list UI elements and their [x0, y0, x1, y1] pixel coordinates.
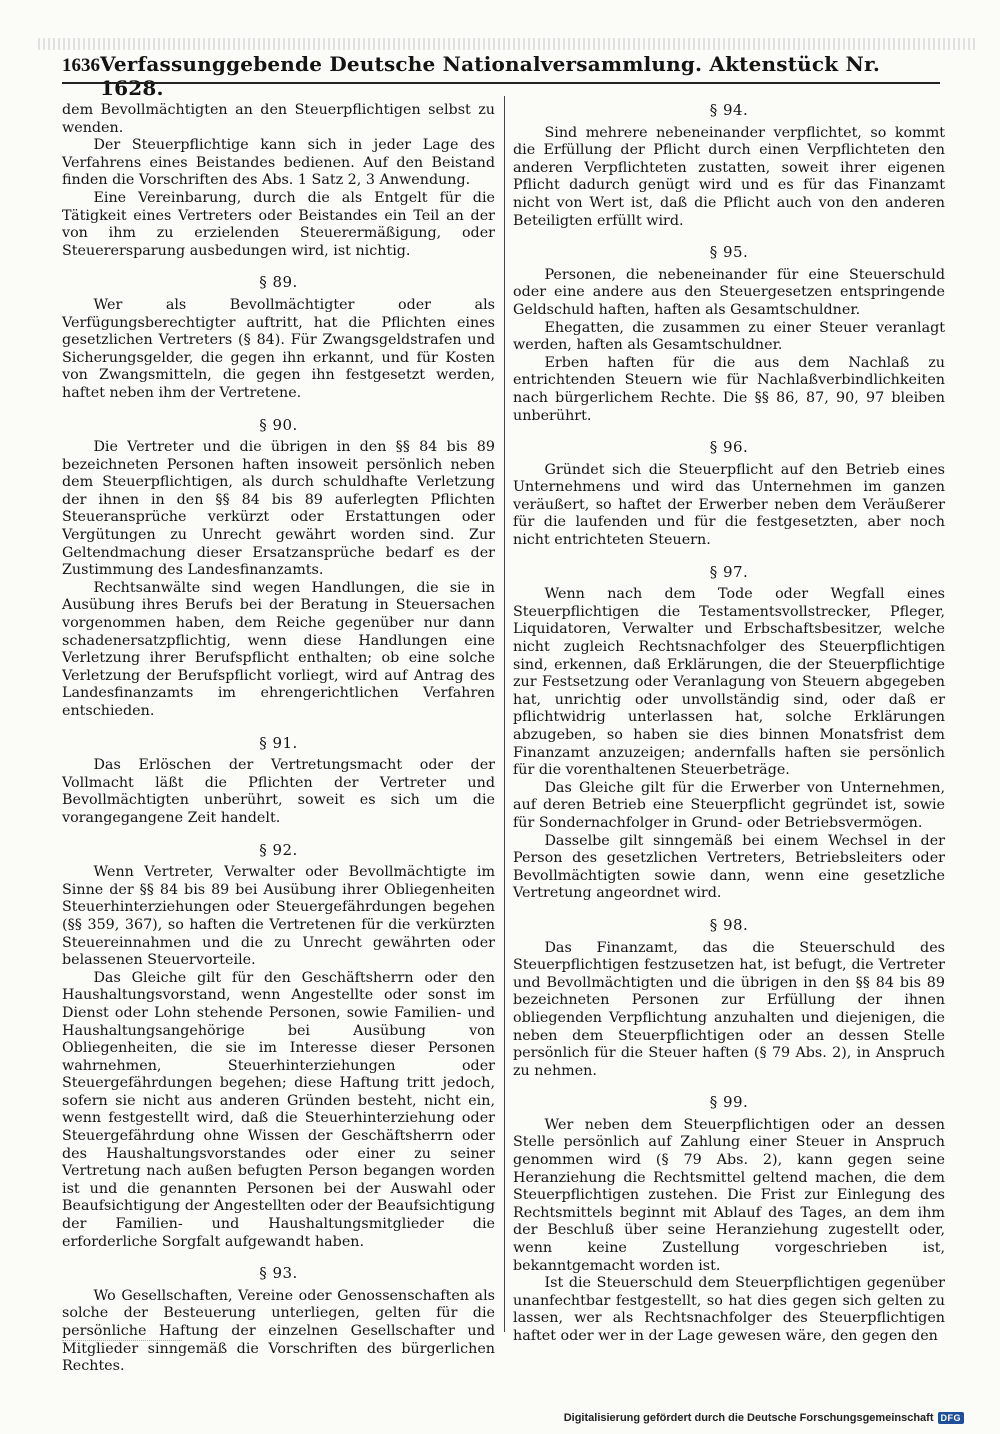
- paragraph: Wenn Vertreter, Verwalter oder Bevollmächtigte im Sinne der §§ 84 bis 89 bei Ausübung ihrer Obliegenheiten Steuerhinterziehungen oder Steuergefährdungen begehen (§§ 359, 367), so haften die Vertretenen für die verkürzten Steuereinnahmen und die zu Unrecht gewährten oder belassenen Steuervorteile.: [62, 864, 495, 969]
- paragraph: Das Erlöschen der Vertretungsmacht oder der Vollmacht läßt die Pflichten der Vertreter und Bevollmächtigten unberührt, soweit es sich um die vorangegangene Zeit handelt.: [62, 757, 495, 826]
- section-heading: § 91.: [259, 733, 298, 752]
- page-footer: [564, 1412, 964, 1424]
- section-heading: § 93.: [259, 1264, 298, 1283]
- footer-rule: [62, 1340, 182, 1341]
- paragraph: dem Bevollmächtigten an den Steuerpflichtigen selbst zu wenden.: [62, 102, 495, 136]
- page-header: [62, 52, 940, 100]
- section-heading: § 96.: [709, 438, 749, 457]
- paragraph: Personen, die nebeneinander für eine Steuerschuld oder eine andere aus den Steuergesetzen entspringende Geldschuld haften, haften als Gesamtschuldner.: [513, 266, 945, 318]
- paragraph: Wo Gesellschaften, Vereine oder Genossenschaften als solche der Besteuerung unterliegen, gelten für die persönliche Haftung der einzelnen Gesellschafter und Mitglieder sinngemäß die Vorschriften des bürgerlichen Rechtes.: [62, 1287, 495, 1375]
- paragraph: Rechtsanwälte sind wegen Handlungen, die sie in Ausübung ihres Berufs bei der Beratung in Steuersachen vorgenommen haben, dem Reiche gegenüber nur dann schadenersatzpflichtig, wenn diese Handlungen eine Verletzung ihrer Berufspflicht enthalten; ob eine solche Verletzung der Berufspflicht vorliegt, wird auf Antrag des Landesfinanzamts im ehrengerichtlichen Verfahren entschieden.: [62, 579, 495, 719]
- section-heading: § 95.: [709, 243, 749, 262]
- page-number: 1636: [62, 55, 100, 76]
- paragraph: Wer neben dem Steuerpflichtigen oder an dessen Stelle persönlich auf Zahlung einer Steuer in Anspruch genommen wird (§ 79 Abs. 2), kann gegen seine Heranziehung die Rechtsmittel geltend machen, die dem Steuerpflichtigen zustehen. Die Frist zur Einlegung des Rechtsmittels beginnt mit Ablauf des Tages, an dem ihm der Beschluß über seine Heranziehung zugestellt oder, wenn keine Zustellung vorgeschrieben ist, bekanntgemacht worden ist.: [513, 1116, 945, 1274]
- paragraph: Gründet sich die Steuerpflicht auf den Betrieb eines Unternehmens und wird das Unternehmen im ganzen veräußert, so haftet der Erwerber neben dem Veräußerer für die laufenden und für die festgesetzten, aber noch nicht entrichteten Steuern.: [513, 461, 945, 549]
- column-divider: [504, 96, 505, 1332]
- section-heading: § 94.: [709, 101, 749, 119]
- right-column: [513, 102, 945, 1392]
- section-heading: § 90.: [259, 415, 298, 434]
- paragraph: Das Gleiche gilt für den Geschäftsherrn oder den Haushaltungsvorstand, wenn Angestellte oder sonst im Dienst oder Lohn stehende Personen, sowie Familien- und Haushaltungsangehörige bei Ausübung von Obliegenheiten, die sie im Interesse dieser Personen wahrnehmen, Steuerhinterziehungen oder Steuergefährdungen begehen; diese Haftung tritt jedoch, sofern sie nicht aus anderen Gründen besteht, nicht ein, wenn festgestellt wird, daß die Steuerhinterziehung oder Steuergefährdung ohne Wissen der Geschäftsherrn oder des Haushaltungsvorstandes oder einer zu seiner Vertretung nach außen befugten Person begangen worden ist und die genannten Personen bei der Auswahl oder Beaufsichtigung der Angestellten oder der Beaufsichtigung der Familien- und Haushaltungsmitglieder die erforderliche Sorgfalt aufgewandt haben.: [62, 969, 495, 1250]
- section-heading: § 98.: [709, 915, 749, 934]
- paragraph: Wenn nach dem Tode oder Wegfall eines Steuerpflichtigen die Testamentsvollstrecker, Pfleger, Liquidatoren, Verwalter und Erbschaftsbesitzer, welche nicht zugleich Rechtsnachfolger des Steuerpflichtigen sind, erkennen, daß Erklärungen, die der Steuerpflichtige zur Festsetzung oder Veranlagung von Steuern abgegeben hat, unrichtig oder unvollständig sind, oder daß er pflichtwidrig unterlassen hat, solche Erklärungen abzugeben, so haben sie dies binnen Monatsfrist dem Finanzamt anzuzeigen; andernfalls haften sie persönlich für die vorenthaltenen Steuerbeträge.: [513, 586, 945, 779]
- section-heading: § 97.: [709, 562, 749, 581]
- paragraph: Eine Vereinbarung, durch die als Entgelt für die Tätigkeit eines Vertreters oder Beistandes ein Teil an der von ihm zu erzielenden Steuerermäßigung, oder Steuerersparung ausbedungen wird, ist nichtig.: [62, 189, 495, 259]
- paragraph: Wer als Bevollmächtigter oder als Verfügungsberechtigter auftritt, hat die Pflichten eines gesetzlichen Vertreters (§ 84). Für Zwangsgeldstrafen und Sicherungsgelder, die gegen ihn erkannt, und für Kosten von Zwangsmitteln, die gegen ihn festgesetzt werden, haftet neben ihm der Vertretene.: [62, 296, 495, 401]
- paragraph: Das Gleiche gilt für die Erwerber von Unternehmen, auf deren Betrieb eine Steuerpflicht gegründet ist, sowie für Sondernachfolger in Grund- oder Betriebsvermögen.: [513, 779, 945, 831]
- paragraph: Das Finanzamt, das die Steuerschuld des Steuerpflichtigen festzusetzen hat, ist befugt, die Vertreter und Bevollmächtigten und die übrigen in den §§ 84 bis 89 bezeichneten Personen zur Erfüllung der ihnen obliegenden Verpflichtung anzuhalten und diejenigen, die neben dem Steuerpflichtigen oder an dessen Stelle persönlich für die Steuer haften (§ 79 Abs. 2), in Anspruch zu nehmen.: [513, 939, 945, 1079]
- left-column: [62, 102, 495, 1375]
- dfg-logo-icon: DFG: [938, 1412, 965, 1424]
- paragraph: Der Steuerpflichtige kann sich in jeder Lage des Verfahrens eines Beistandes bedienen. Auf den Beistand finden die Vorschriften des Abs. 1 Satz 2, 3 Anwendung.: [62, 137, 495, 189]
- funding-note: Digitalisierung gefördert durch die Deutsche Forschungsgemeinschaft: [563, 1412, 934, 1424]
- running-title: Verfassunggebende Deutsche Nationalversammlung. Aktenstück Nr. 1628.: [100, 52, 881, 100]
- section-heading: § 89.: [259, 273, 298, 292]
- paragraph: Die Vertreter und die übrigen in den §§ 84 bis 89 bezeichneten Personen haften insoweit persönlich neben dem Steuerpflichtigen, als durch schuldhafte Verletzung der ihnen in den §§ 84 bis 89 auferlegten Pflichten Steueransprüche verkürzt oder Erstattungen oder Vergütungen zu Unrecht gewährt worden sind. Zur Geltendmachung dieser Ersatzansprüche bedarf es der Zustimmung des Landesfinanzamts.: [62, 439, 495, 579]
- section-heading: § 92.: [259, 840, 298, 859]
- header-rule: [62, 82, 940, 84]
- paragraph: Dasselbe gilt sinngemäß bei einem Wechsel in der Person des gesetzlichen Vertreters, Betriebsleiters oder Bevollmächtigten sowie dann, wenn eine gesetzliche Vertretung angeordnet wird.: [513, 832, 945, 902]
- paragraph: Erben haften für die aus dem Nachlaß zu entrichtenden Steuern wie für Nachlaßverbindlichkeiten nach bürgerlichem Rechte. Die §§ 86, 87, 90, 97 bleiben unberührt.: [513, 354, 945, 424]
- section-heading: § 99.: [709, 1093, 749, 1112]
- scan-edge-noise: [38, 38, 978, 50]
- paragraph: Ehegatten, die zusammen zu einer Steuer veranlagt werden, haften als Gesamtschuldner.: [513, 319, 945, 354]
- paragraph: Ist die Steuerschuld dem Steuerpflichtigen gegenüber unanfechtbar festgestellt, so hat dies gegen sich gelten zu lassen, wer als Rechtsnachfolger des Steuerpflichtigen haftet oder wer in der Lage gewesen wäre, den gegen den: [513, 1275, 945, 1344]
- paragraph: Sind mehrere nebeneinander verpflichtet, so kommt die Erfüllung der Pflicht durch einen Verpflichteten den anderen Verpflichteten zustatten, soweit ihrer eigenen Pflicht dadurch genügt wird und es für das Finanzamt nicht von Wert ist, daß die Pflicht auch von den anderen Beteiligten erfüllt wird.: [513, 124, 945, 229]
